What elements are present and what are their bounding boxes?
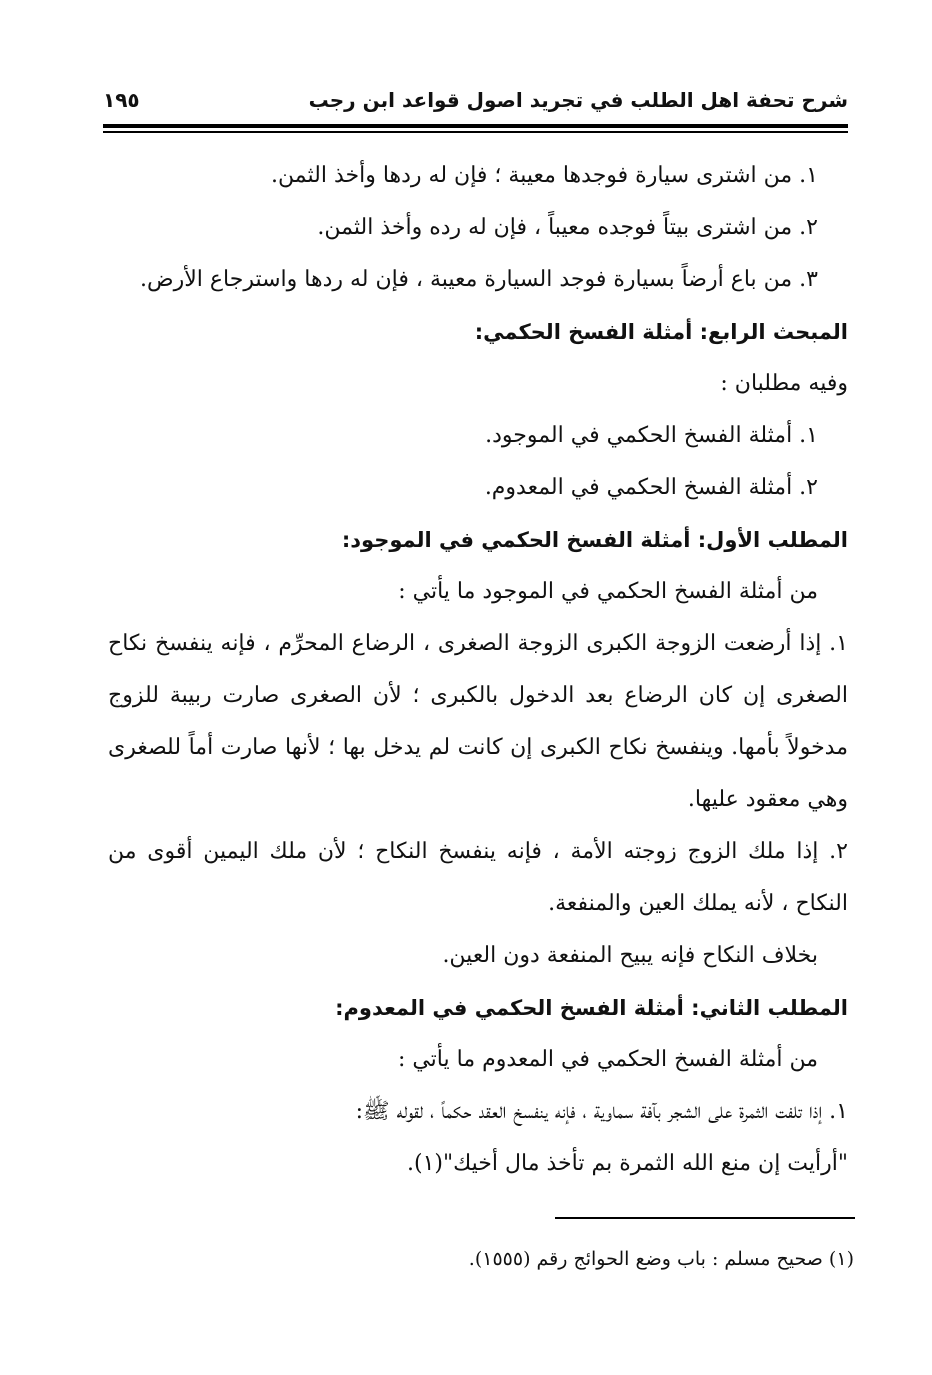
header-rule-thick [103, 124, 848, 128]
main-text [108, 150, 848, 1190]
paragraph: ٢. إذا ملك الزوج زوجته الأمة ، فإنه ينفسخ النكاح ؛ لأن ملك اليمين أقوى من النكاح ، لأنه يملك العين والمنفعة. [108, 839, 848, 916]
intro-text: من أمثلة الفسخ الحكمي في المعدوم ما يأتي : [397, 1047, 818, 1072]
subsection-heading: المطلب الثاني: أمثلة الفسخ الحكمي في المعدوم: [335, 996, 848, 1020]
list-item: ٢. من اشترى بيتاً فوجده معيباً ، فإن له رده وأخذ الثمن. [317, 215, 818, 240]
page-number: ١٩٥ [103, 88, 140, 112]
intro-text: وفيه مطلبان : [720, 371, 848, 396]
list-item: ٣. من باع أرضاً بسيارة فوجد السيارة معيبة ، فإن له ردها واسترجاع الأرض. [140, 267, 818, 292]
running-header [103, 88, 848, 122]
list-item: ١. إذا تلفت الثمرة على الشجر بآفة سماوية ، فإنه ينفسخ العقد حكماً ، لقوله ﷺ: [355, 1099, 848, 1124]
header-title: شرح تحفة اهل الطلب في تجريد اصول قواعد ابن رجب [308, 88, 848, 112]
note-text: بخلاف النكاح فإنه يبيح المنفعة دون العين. [442, 943, 818, 968]
footnote: (١) صحيح مسلم : باب وضع الحوائج رقم (١٥٥٥). [468, 1248, 854, 1270]
list-item: ١. من اشترى سيارة فوجدها معيبة ؛ فإن له ردها وأخذ الثمن. [271, 163, 818, 188]
header-rule-thin [103, 131, 848, 133]
section-heading: المبحث الرابع: أمثلة الفسخ الحكمي: [474, 320, 848, 344]
list-item: ٢. أمثلة الفسخ الحكمي في المعدوم. [484, 475, 818, 500]
footnote-separator [555, 1217, 855, 1219]
list-item: ١. أمثلة الفسخ الحكمي في الموجود. [485, 423, 818, 448]
hadith-quote: "أرأيت إن منع الله الثمرة بم تأخذ مال أخيك"(١). [407, 1151, 848, 1176]
paragraph: ١. إذا أرضعت الزوجة الكبرى الزوجة الصغرى ، الرضاع المحرِّم ، فإنه ينفسخ نكاح الصغرى إن كان الرضاع بعد الدخول بالكبرى ؛ لأن الصغرى صارت ربيبة للزوج مدخولاً بأمها. وينفسخ نكاح الكبرى إن كانت لم يدخل بها ؛ لأنها صارت أماً للصغرى وهي معقود عليها. [108, 631, 848, 812]
subsection-heading: المطلب الأول: أمثلة الفسخ الحكمي في الموجود: [341, 528, 848, 552]
intro-text: من أمثلة الفسخ الحكمي في الموجود ما يأتي : [398, 579, 818, 604]
